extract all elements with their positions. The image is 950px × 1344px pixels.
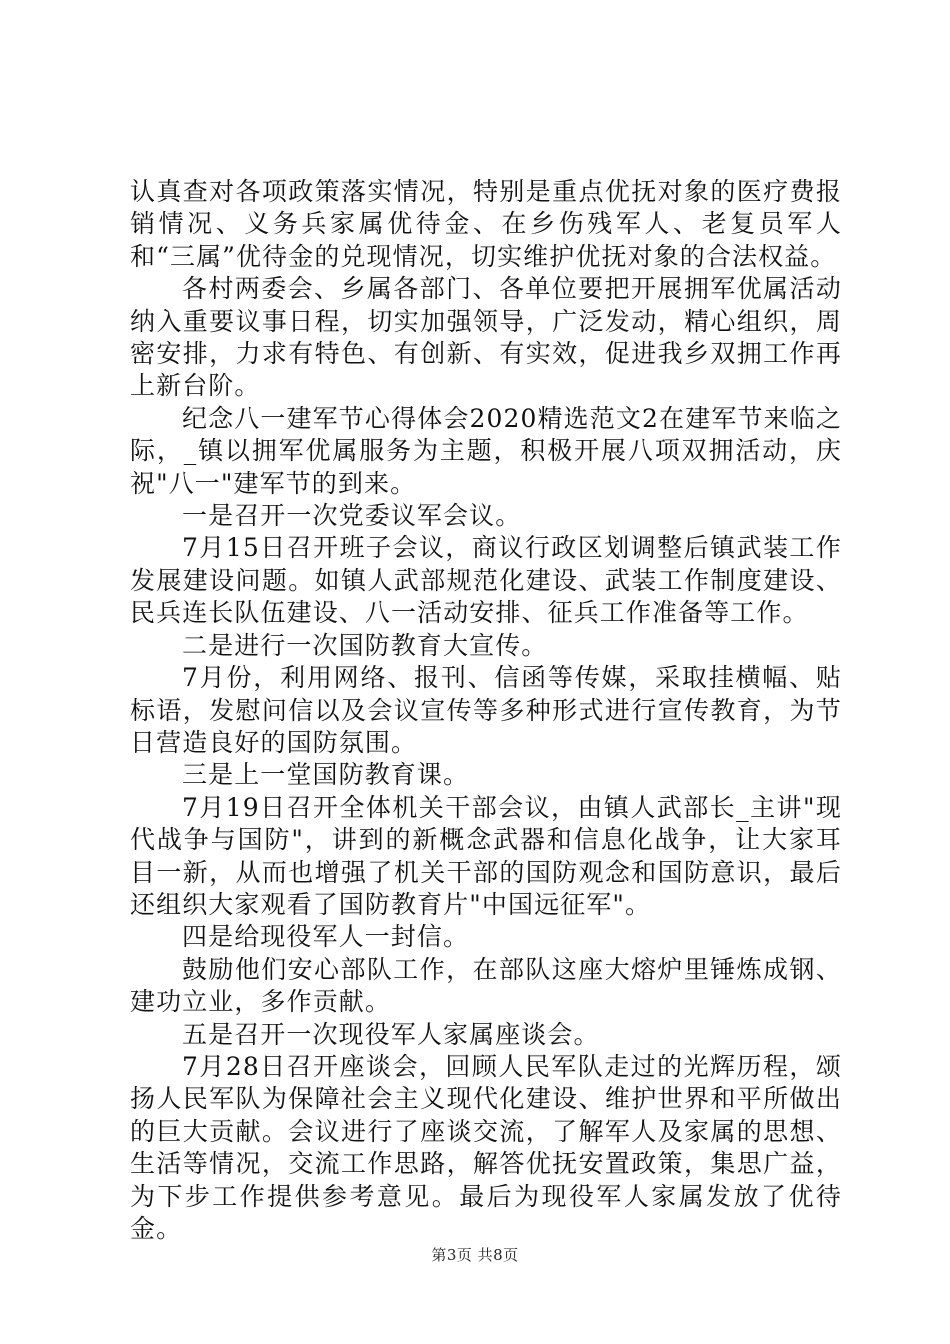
- paragraph-6: 二是进行一次国防教育大宣传。: [182, 630, 548, 660]
- paragraph-5: 7月15日召开班子会议，商议行政区划调整后镇武装工作发展建设问题。如镇人武部规范化建设、武装工作制度建设、民兵连长队伍建设、八一活动安排、征兵工作准备等工作。: [130, 533, 842, 628]
- paragraph-4: 一是召开一次党委议军会议。: [182, 501, 522, 531]
- paragraph-2: 各村两委会、乡属各部门、各单位要把开展拥军优属活动纳入重要议事日程，切实加强领导，广泛发动，精心组织，周密安排，力求有特色、有创新、有实效，促进我乡双拥工作再上新台阶。: [130, 274, 842, 401]
- paragraph-12: 五是召开一次现役军人家属座谈会。: [182, 1019, 600, 1049]
- paragraph-1: 认真查对各项政策落实情况，特别是重点优抚对象的医疗费报销情况、义务兵家属优待金、在乡伤残军人、老复员军人和“三属”优待金的兑现情况，切实维护优抚对象的合法权益。: [130, 177, 842, 271]
- paragraph-7: 7月份，利用网络、报刊、信函等传媒，采取挂横幅、贴标语，发慰问信以及会议宣传等多种形式进行宣传教育，为节日营造良好的国防氛围。: [130, 663, 842, 757]
- paragraph-11: 鼓励他们安心部队工作，在部队这座大熔炉里锤炼成钢、建功立业，多作贡献。: [130, 954, 842, 1017]
- document-body: [130, 176, 842, 1245]
- paragraph-8: 三是上一堂国防教育课。: [182, 760, 470, 790]
- paragraph-13: 7月28日召开座谈会，回顾人民军队走过的光辉历程，颂扬人民军队为保障社会主义现代化建设、维护世界和平所做出的巨大贡献。会议进行了座谈交流，了解军人及家属的思想、生活等情况，交流工作思路，解答优抚安置政策，集思广益，为下步工作提供参考意见。最后为现役军人家属发放了优待金。: [130, 1051, 842, 1243]
- paragraph-3: 纪念八一建军节心得体会2020精选范文2在建军节来临之际，_镇以拥军优属服务为主题，积极开展八项双拥活动，庆祝"八一"建军节的到来。: [130, 403, 842, 498]
- page-number-footer: 第3页 共8页: [431, 1246, 519, 1264]
- paragraph-10: 四是给现役军人一封信。: [182, 922, 470, 952]
- paragraph-9: 7月19日召开全体机关干部会议，由镇人武部长_主讲"现代战争与国防"，讲到的新概念武器和信息化战争，让大家耳目一新，从而也增强了机关干部的国防观念和国防意识，最后还组织大家观看了国防教育片"中国远征军"。: [130, 792, 842, 919]
